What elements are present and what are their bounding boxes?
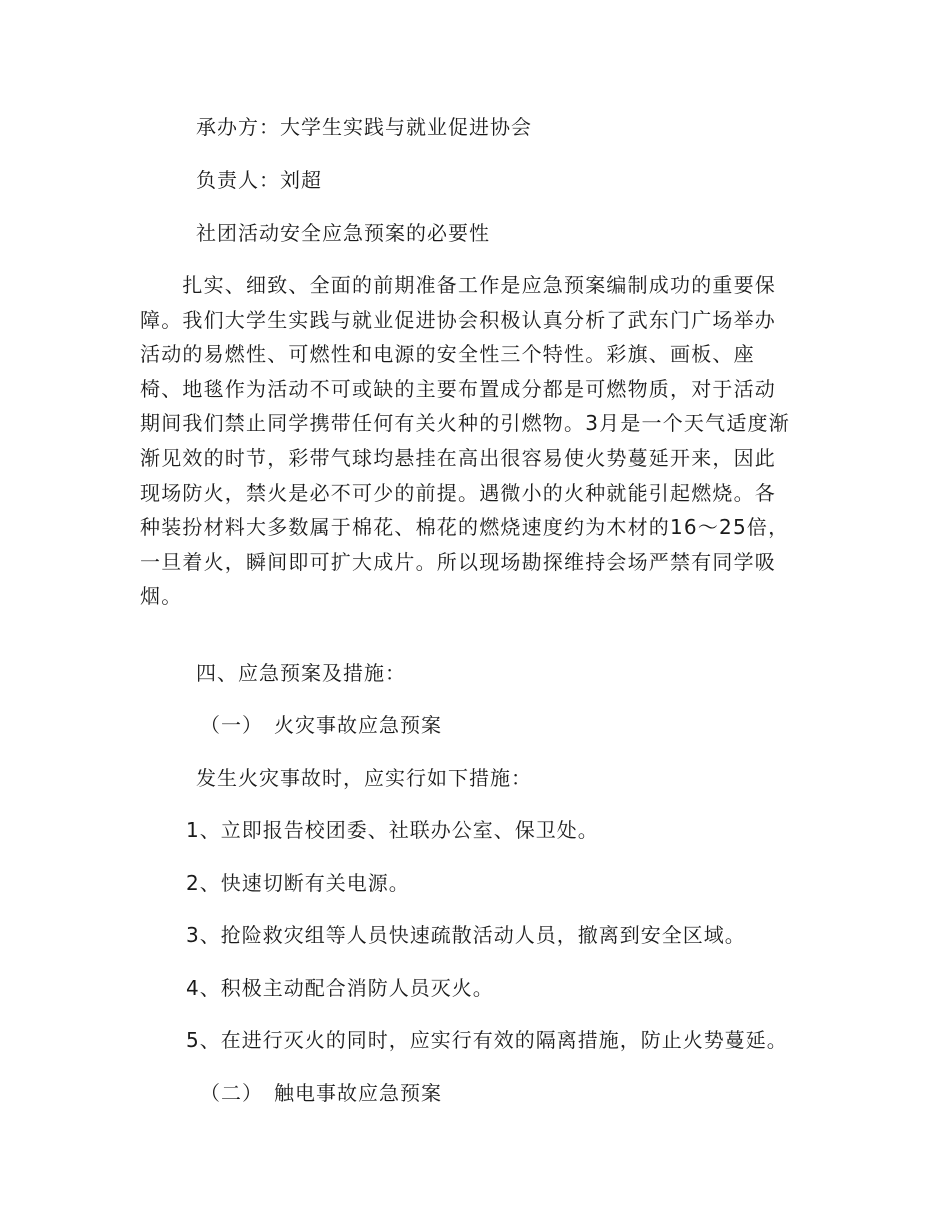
fire-step-1: 1、立即报告校团委、社联办公室、保卫处。 xyxy=(186,818,599,842)
fire-step-5: 5、在进行灭火的同时，应实行有效的隔离措施，防止火势蔓延。 xyxy=(186,1028,788,1052)
paragraph-line: 障。我们大学生实践与就业促进协会积极认真分析了武东门广场举办 xyxy=(140,307,776,332)
paragraph-line: 期间我们禁止同学携带任何有关火种的引燃物。3月是一个天气适度渐 xyxy=(140,411,790,436)
paragraph-line: 渐见效的时节，彩带气球均悬挂在高出很容易使火势蔓延开来，因此 xyxy=(140,445,776,470)
fire-plan-title: （一） 火灾事故应急预案 xyxy=(200,713,442,737)
organizer-line: 承办方：大学生实践与就业促进协会 xyxy=(196,115,532,139)
fire-step-3: 3、抢险救灾组等人员快速疏散活动人员，撤离到安全区域。 xyxy=(186,923,746,947)
paragraph-line: 现场防火，禁火是必不可少的前提。遇微小的火种就能引起燃烧。各 xyxy=(140,480,776,505)
electric-plan-title: （二） 触电事故应急预案 xyxy=(200,1081,442,1105)
fire-step-2: 2、快速切断有关电源。 xyxy=(186,871,410,895)
paragraph-line: 一旦着火，瞬间即可扩大成片。所以现场勘探维持会场严禁有同学吸 xyxy=(140,549,776,574)
person-in-charge-line: 负责人：刘超 xyxy=(196,168,322,192)
section-four-title: 四、应急预案及措施： xyxy=(196,661,406,685)
necessity-heading: 社团活动安全应急预案的必要性 xyxy=(196,221,490,245)
fire-step-4: 4、积极主动配合消防人员灭火。 xyxy=(186,976,494,1000)
necessity-paragraph xyxy=(140,268,802,614)
paragraph-line: 扎实、细致、全面的前期准备工作是应急预案编制成功的重要保 xyxy=(140,273,776,297)
paragraph-line: 椅、地毯作为活动不可或缺的主要布置成分都是可燃物质，对于活动 xyxy=(140,376,776,401)
paragraph-line: 活动的易燃性、可燃性和电源的安全性三个特性。彩旗、画板、座 xyxy=(140,342,755,367)
fire-intro: 发生火灾事故时，应实行如下措施： xyxy=(196,766,532,790)
paragraph-line: 种装扮材料大多数属于棉花、棉花的燃烧速度约为木材的16～25倍， xyxy=(140,515,790,540)
paragraph-line: 烟。 xyxy=(140,584,183,609)
